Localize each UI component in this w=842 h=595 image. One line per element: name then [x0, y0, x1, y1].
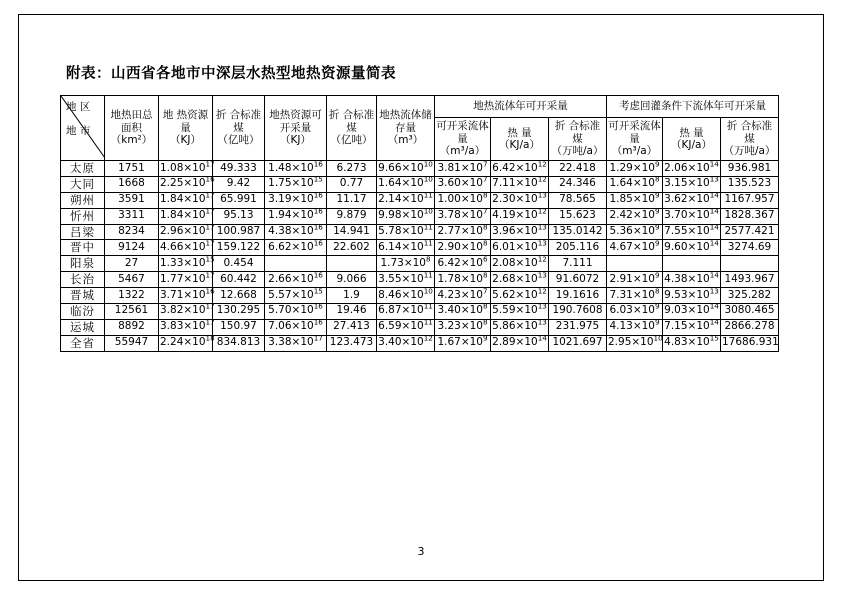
table-cell: $1.84\times 10^{17}$ [159, 208, 213, 224]
table-cell: $4.67\times 10^9$ [607, 240, 663, 256]
table-row [61, 192, 779, 208]
table-cell: $3.38\times 10^{17}$ [265, 335, 327, 351]
table-cell: $4.66\times 10^{17}$ [159, 240, 213, 256]
table-cell: 135.523 [721, 176, 779, 192]
row-header-region: 晋中 [61, 240, 105, 256]
table-cell: 0.77 [327, 176, 377, 192]
table-cell: $1.48\times 10^{16}$ [265, 161, 327, 177]
column-header-heat-unit: （KJ/a） [499, 139, 540, 151]
column-header-reinject-heat-coal-name: 折 合标准煤 [726, 120, 773, 145]
table-cell: 3080.465 [721, 303, 779, 319]
table-cell: $9.53\times 10^{13}$ [663, 288, 721, 304]
table-cell: $3.70\times 10^{14}$ [663, 208, 721, 224]
table-cell: $2.77\times 10^8$ [435, 224, 491, 240]
table-cell: 8892 [105, 319, 159, 335]
column-header-reinject-fluid-rate [607, 118, 663, 161]
row-header-region: 阳泉 [61, 256, 105, 272]
table-cell: $1.73\times 10^8$ [377, 256, 435, 272]
table-cell: $4.83\times 10^{15}$ [663, 335, 721, 351]
table-cell: $1.75\times 10^{15}$ [265, 176, 327, 192]
table-cell: 3311 [105, 208, 159, 224]
corner-header-cell [61, 96, 105, 161]
table-cell: 19.46 [327, 303, 377, 319]
table-cell: 1021.697 [549, 335, 607, 351]
table-cell: $2.25\times 10^{16}$ [159, 176, 213, 192]
table-cell: 2577.421 [721, 224, 779, 240]
table-cell: $4.13\times 10^9$ [607, 319, 663, 335]
column-header-recoverable-unit: （KJ） [280, 134, 311, 147]
column-header-resource-unit: （KJ） [170, 134, 201, 147]
table-cell: $4.19\times 10^{12}$ [491, 208, 549, 224]
table-cell: 190.7608 [549, 303, 607, 319]
table-cell: $3.78\times 10^7$ [435, 208, 491, 224]
column-header-resource [159, 96, 213, 161]
table-cell: $6.01\times 10^{13}$ [491, 240, 549, 256]
column-header-reinject-heat-coal-unit: （万吨/a） [723, 145, 776, 158]
table-cell: 2866.278 [721, 319, 779, 335]
table-cell: $3.60\times 10^7$ [435, 176, 491, 192]
table-cell: 0.454 [213, 256, 265, 272]
table-cell: $5.36\times 10^9$ [607, 224, 663, 240]
table-row [61, 240, 779, 256]
table-cell: $1.64\times 10^{10}$ [377, 176, 435, 192]
table-cell [327, 256, 377, 272]
table-row [61, 176, 779, 192]
table-cell: $3.82\times 10^{17}$ [159, 303, 213, 319]
table-cell: 150.97 [213, 319, 265, 335]
table-cell: 1751 [105, 161, 159, 177]
column-header-fluid-storage-name: 地热流体储存量 [379, 109, 432, 134]
row-header-region: 忻州 [61, 208, 105, 224]
table-row [61, 335, 779, 351]
page-number: 3 [417, 545, 425, 558]
table-cell: 22.418 [549, 161, 607, 177]
table-cell: $4.38\times 10^{16}$ [265, 224, 327, 240]
table-cell: $6.14\times 10^{11}$ [377, 240, 435, 256]
table-cell [721, 256, 779, 272]
table-cell: 9.066 [327, 272, 377, 288]
column-header-recoverable-coal-unit: （亿吨） [330, 134, 373, 147]
table-cell: $9.60\times 10^{14}$ [663, 240, 721, 256]
table-cell: $3.96\times 10^{13}$ [491, 224, 549, 240]
table-cell: $3.71\times 10^{16}$ [159, 288, 213, 304]
column-header-heat-coal-unit: （万吨/a） [551, 145, 604, 158]
table-cell: $1.29\times 10^9$ [607, 161, 663, 177]
table-cell: 60.442 [213, 272, 265, 288]
table-row [61, 272, 779, 288]
row-header-region: 吕梁 [61, 224, 105, 240]
table-cell: $5.62\times 10^{12}$ [491, 288, 549, 304]
row-header-region: 运城 [61, 319, 105, 335]
table-cell: 231.975 [549, 319, 607, 335]
table-cell: $1.00\times 10^8$ [435, 192, 491, 208]
table-cell: $1.64\times 10^8$ [607, 176, 663, 192]
table-cell: 15.623 [549, 208, 607, 224]
column-header-fluid-rate [435, 118, 491, 161]
table-cell: 1322 [105, 288, 159, 304]
table-row [61, 319, 779, 335]
column-header-reinject-fluid-rate-unit: （m³/a） [611, 145, 658, 158]
table-cell: $5.86\times 10^{13}$ [491, 319, 549, 335]
row-header-region: 全省 [61, 335, 105, 351]
table-cell: $1.77\times 10^{17}$ [159, 272, 213, 288]
table-cell: $1.94\times 10^{16}$ [265, 208, 327, 224]
table-cell: $3.40\times 10^8$ [435, 303, 491, 319]
table-cell: $3.15\times 10^{13}$ [663, 176, 721, 192]
page-title: 附表：山西省各地市中深层水热型地热资源量简表 [66, 66, 396, 82]
corner-label-top: 地 区 [66, 101, 91, 113]
table-cell: $3.83\times 10^{17}$ [159, 319, 213, 335]
table-cell: 22.602 [327, 240, 377, 256]
table-cell: 325.282 [721, 288, 779, 304]
table-cell: 1167.957 [721, 192, 779, 208]
row-header-region: 大同 [61, 176, 105, 192]
table-cell: 12.668 [213, 288, 265, 304]
column-header-heat [491, 118, 549, 161]
column-header-heat-coal [549, 118, 607, 161]
table-cell: 1.9 [327, 288, 377, 304]
table-cell: $2.24\times 10^{18}$ [159, 335, 213, 351]
table-cell: $7.11\times 10^{12}$ [491, 176, 549, 192]
table-cell: 49.333 [213, 161, 265, 177]
table-cell: $1.78\times 10^8$ [435, 272, 491, 288]
group-header-annual-recoverable: 地热流体年可开采量 [435, 96, 607, 118]
table-cell: $5.70\times 10^{16}$ [265, 303, 327, 319]
column-header-fluid-storage-unit: （m³） [387, 134, 424, 147]
table-row [61, 256, 779, 272]
table-cell: 11.17 [327, 192, 377, 208]
table-cell: 205.116 [549, 240, 607, 256]
row-header-region: 朔州 [61, 192, 105, 208]
column-header-heat-name: 热 量 [507, 126, 532, 139]
table-cell: $4.23\times 10^7$ [435, 288, 491, 304]
table-cell: $2.66\times 10^{16}$ [265, 272, 327, 288]
table-cell: $7.31\times 10^8$ [607, 288, 663, 304]
column-header-fluid-rate-unit: （m³/a） [439, 145, 486, 158]
table-cell: $3.62\times 10^{14}$ [663, 192, 721, 208]
table-cell: $7.06\times 10^{16}$ [265, 319, 327, 335]
corner-label-bottom: 地 市 [66, 125, 91, 137]
table-cell: $5.78\times 10^{11}$ [377, 224, 435, 240]
table-cell: 3591 [105, 192, 159, 208]
table-cell: $5.59\times 10^{13}$ [491, 303, 549, 319]
table-cell: $1.85\times 10^9$ [607, 192, 663, 208]
table-cell: 9124 [105, 240, 159, 256]
page-content [60, 62, 778, 352]
column-header-area-name: 地热田总面积 [110, 109, 153, 134]
table-row [61, 208, 779, 224]
table-cell: 135.0142 [549, 224, 607, 240]
group-header-reinjection: 考虑回灌条件下流体年可开采量 [607, 96, 779, 118]
table-cell: 130.295 [213, 303, 265, 319]
table-cell: 936.981 [721, 161, 779, 177]
column-header-recoverable-name: 地热资源可开采量 [269, 109, 322, 134]
table-cell: 24.346 [549, 176, 607, 192]
table-cell: 834.813 [213, 335, 265, 351]
table-cell: $2.90\times 10^8$ [435, 240, 491, 256]
column-header-reinject-fluid-rate-name: 可开采流体量 [608, 120, 661, 145]
table-cell: 27.413 [327, 319, 377, 335]
table-cell: $6.62\times 10^{16}$ [265, 240, 327, 256]
column-header-recoverable-coal-name: 折 合标准煤 [328, 109, 375, 134]
table-cell: 78.565 [549, 192, 607, 208]
column-header-recoverable [265, 96, 327, 161]
table-row [61, 303, 779, 319]
table-cell: $7.55\times 10^{14}$ [663, 224, 721, 240]
table-cell: $3.55\times 10^{11}$ [377, 272, 435, 288]
table-cell: $2.68\times 10^{13}$ [491, 272, 549, 288]
column-header-resource-name: 地 热资源量 [162, 109, 209, 134]
row-header-region: 晋城 [61, 288, 105, 304]
table-row [61, 288, 779, 304]
table-cell: $2.42\times 10^9$ [607, 208, 663, 224]
column-header-fluid-storage [377, 96, 435, 161]
table-cell: $2.06\times 10^{14}$ [663, 161, 721, 177]
table-cell: 1668 [105, 176, 159, 192]
table-cell: 1828.367 [721, 208, 779, 224]
table-cell: $3.19\times 10^{16}$ [265, 192, 327, 208]
table-cell: $2.95\times 10^{10}$ [607, 335, 663, 351]
table-cell: 14.941 [327, 224, 377, 240]
table-cell: $1.84\times 10^{17}$ [159, 192, 213, 208]
table-cell: $6.03\times 10^9$ [607, 303, 663, 319]
table-cell: $5.57\times 10^{15}$ [265, 288, 327, 304]
row-header-region: 太原 [61, 161, 105, 177]
table-group-header-row [61, 96, 779, 118]
table-cell: 27 [105, 256, 159, 272]
table-cell: 91.6072 [549, 272, 607, 288]
column-header-area [105, 96, 159, 161]
column-header-reinject-heat [663, 118, 721, 161]
table-cell: 8234 [105, 224, 159, 240]
table-cell: 5467 [105, 272, 159, 288]
table-body [61, 161, 779, 352]
table-cell: $1.33\times 10^{15}$ [159, 256, 213, 272]
table-cell: $3.40\times 10^{12}$ [377, 335, 435, 351]
table-cell: 159.122 [213, 240, 265, 256]
table-row [61, 224, 779, 240]
table-cell: 1493.967 [721, 272, 779, 288]
table-cell: 95.13 [213, 208, 265, 224]
column-header-reinject-heat-coal [721, 118, 779, 161]
table-cell: 9.42 [213, 176, 265, 192]
table-cell: $8.46\times 10^{10}$ [377, 288, 435, 304]
table-cell: $3.81\times 10^7$ [435, 161, 491, 177]
table-cell: $6.59\times 10^{11}$ [377, 319, 435, 335]
table-cell: $1.08\times 10^{17}$ [159, 161, 213, 177]
table-cell: $7.15\times 10^{14}$ [663, 319, 721, 335]
table-cell: $2.08\times 10^{12}$ [491, 256, 549, 272]
geothermal-resource-table [60, 95, 779, 352]
table-cell: $3.23\times 10^8$ [435, 319, 491, 335]
table-cell: $1.67\times 10^9$ [435, 335, 491, 351]
table-cell: $2.30\times 10^{13}$ [491, 192, 549, 208]
table-cell: 19.1616 [549, 288, 607, 304]
table-cell: 55947 [105, 335, 159, 351]
table-cell: 100.987 [213, 224, 265, 240]
table-cell: $2.96\times 10^{17}$ [159, 224, 213, 240]
column-header-coal-equiv-name: 折 合标准煤 [215, 109, 262, 134]
table-cell: 3274.69 [721, 240, 779, 256]
table-cell: $4.38\times 10^{14}$ [663, 272, 721, 288]
table-cell: 17686.931 [721, 335, 779, 351]
column-header-fluid-rate-name: 可开采流体量 [436, 120, 489, 145]
row-header-region: 临汾 [61, 303, 105, 319]
table-cell: 123.473 [327, 335, 377, 351]
table-cell: $6.87\times 10^{11}$ [377, 303, 435, 319]
table-cell: $2.89\times 10^{14}$ [491, 335, 549, 351]
table-cell: $6.42\times 10^6$ [435, 256, 491, 272]
column-header-reinject-heat-name: 热 量 [679, 126, 704, 139]
table-cell: 65.991 [213, 192, 265, 208]
table-cell: $6.42\times 10^{12}$ [491, 161, 549, 177]
table-cell: $9.66\times 10^{10}$ [377, 161, 435, 177]
column-header-area-unit: （km²） [110, 134, 153, 147]
table-cell: $9.98\times 10^{10}$ [377, 208, 435, 224]
column-header-reinject-heat-unit: （KJ/a） [671, 139, 712, 151]
column-header-recoverable-coal [327, 96, 377, 161]
column-header-coal-equiv [213, 96, 265, 161]
table-cell: 6.273 [327, 161, 377, 177]
table-cell: $9.03\times 10^{14}$ [663, 303, 721, 319]
table-cell: $2.14\times 10^{11}$ [377, 192, 435, 208]
column-header-heat-coal-name: 折 合标准煤 [554, 120, 601, 145]
table-cell: $2.91\times 10^9$ [607, 272, 663, 288]
row-header-region: 长治 [61, 272, 105, 288]
column-header-coal-equiv-unit: （亿吨） [217, 134, 260, 147]
table-cell: 12561 [105, 303, 159, 319]
table-cell: 9.879 [327, 208, 377, 224]
table-row [61, 161, 779, 177]
table-cell: 7.111 [549, 256, 607, 272]
